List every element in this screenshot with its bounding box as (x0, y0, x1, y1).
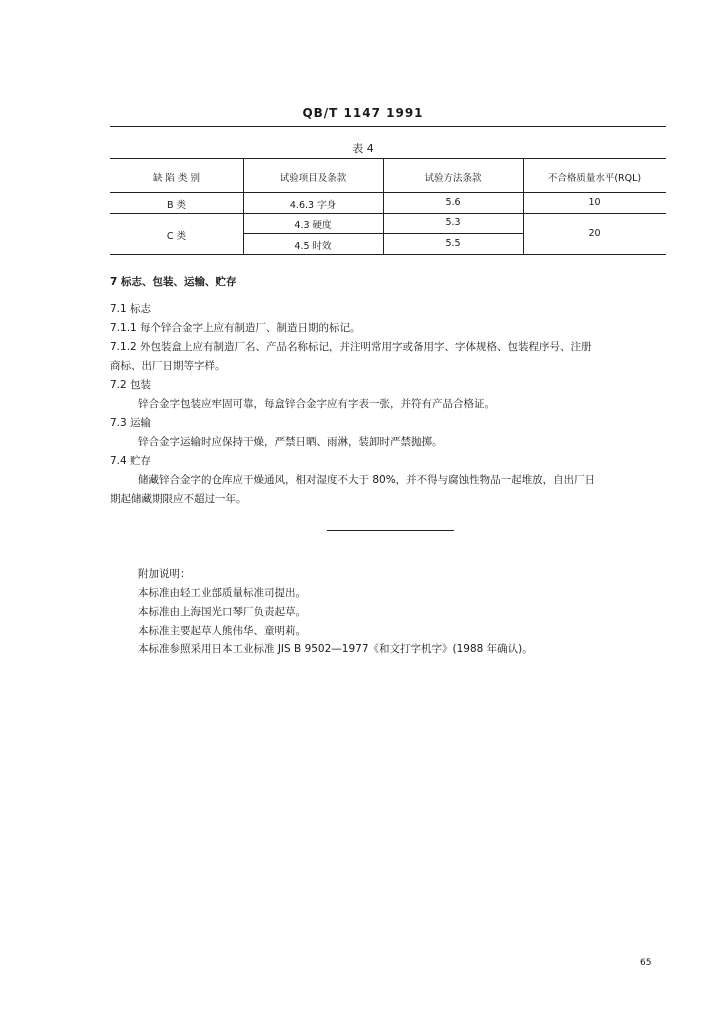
section-7-1-1-text: 7.1.1 每个锌合金字上应有制造厂、制造日期的标记。 (110, 322, 361, 334)
table-cell-rql: 20 (588, 228, 601, 239)
table-header-method: 试验方法条款 (424, 173, 482, 184)
section-7-1-heading: 7.1 标志 (110, 303, 152, 315)
additional-note-line: 本标准主要起草人熊伟华、童明莉。 (138, 625, 306, 637)
table-header-category: 缺 陷 类 别 (152, 173, 201, 184)
section-7-1-2-text: 7.1.2 外包装盒上应有制造厂名、产品名称标记，并注明常用字或备用字、字体规格、包装程序号、注册 (110, 341, 592, 353)
section-7-4-heading: 7.4 贮存 (110, 455, 152, 467)
table-cell-method: 5.5 (445, 238, 461, 249)
section-7-3-text: 锌合金字运输时应保持干燥，严禁日晒、雨淋，装卸时严禁抛掷。 (138, 436, 443, 448)
header-rule (110, 126, 666, 127)
additional-note-line: 本标准由上海国光口琴厂负责起草。 (138, 606, 306, 618)
table-cell-method: 5.6 (445, 197, 461, 208)
table-cell-item: 4.5 时效 (294, 241, 332, 252)
section-7-3-heading: 7.3 运输 (110, 417, 152, 429)
page-number: 65 (640, 958, 652, 968)
table-top-rule (110, 158, 666, 159)
table-cell-rql: 10 (588, 197, 601, 208)
additional-notes-title: 附加说明： (138, 568, 191, 580)
section-7-2-text: 锌合金字包装应牢固可靠，每盒锌合金字应有字表一张，并符有产品合格证。 (138, 398, 495, 410)
table-cell-item: 4.3 硬度 (294, 220, 332, 231)
table-cell-method: 5.3 (445, 217, 461, 228)
end-separator-rule (327, 530, 454, 531)
section-7-1-2-text-cont: 商标、出厂日期等字样。 (110, 360, 226, 372)
table-header-rql: 不合格质量水平(RQL) (547, 173, 642, 184)
table-header-item: 试验项目及条款 (279, 173, 347, 184)
table-header-rule (110, 192, 666, 193)
table-cell-item: 4.6.3 字身 (289, 200, 337, 211)
table-cell-category: C 类 (166, 231, 187, 242)
table-cell-category: B 类 (166, 200, 187, 211)
section-7-4-text-cont: 期起储藏期限应不超过一年。 (110, 493, 247, 505)
table-caption: 表 4 (352, 142, 374, 155)
table-row-rule (110, 213, 666, 214)
section-7-2-heading: 7.2 包装 (110, 379, 152, 391)
section-7-heading: 7 标志、包装、运输、贮存 (110, 276, 237, 288)
additional-note-line: 本标准参照采用日本工业标准 JIS B 9502—1977《和文打字机字》(1988 年确认)。 (138, 643, 533, 655)
standard-number-header: QB/T 1147 1991 (302, 106, 424, 120)
additional-note-line: 本标准由轻工业部质量标准司提出。 (138, 587, 306, 599)
section-7-4-text: 储藏锌合金字的仓库应干燥通风，相对湿度不大于 80%，并不得与腐蚀性物品一起堆放，自出厂日 (138, 474, 596, 486)
table-bottom-rule (110, 254, 666, 255)
